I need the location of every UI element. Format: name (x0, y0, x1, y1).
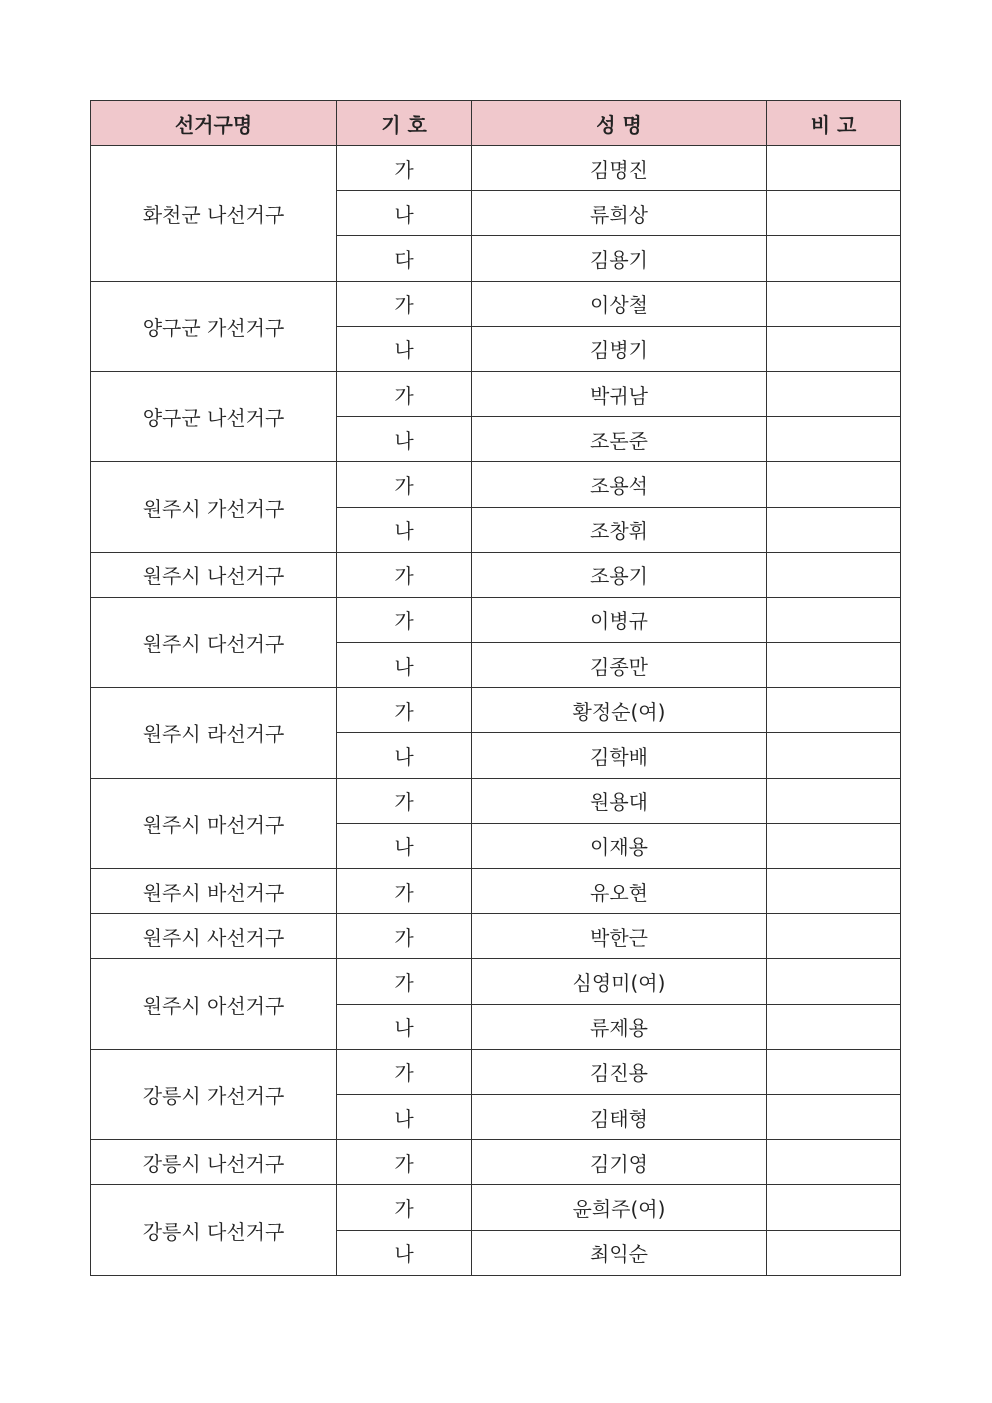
candidate-symbol: 나 (337, 823, 472, 868)
table-row (91, 959, 901, 1004)
candidate-name: 김기영 (472, 1140, 767, 1185)
candidate-symbol: 나 (337, 417, 472, 462)
candidate-name: 최익순 (472, 1230, 767, 1275)
candidate-name: 원용대 (472, 778, 767, 823)
candidate-note (767, 1049, 901, 1094)
candidate-symbol: 가 (337, 371, 472, 416)
candidate-name: 박귀남 (472, 371, 767, 416)
header-name: 성 명 (472, 101, 767, 146)
table-body (91, 146, 901, 1276)
table-row (91, 597, 901, 642)
candidate-name: 김진용 (472, 1049, 767, 1094)
candidate-name: 박한근 (472, 914, 767, 959)
district-name: 원주시 라선거구 (91, 688, 337, 778)
candidate-symbol: 가 (337, 146, 472, 191)
table-row (91, 869, 901, 914)
candidate-note (767, 281, 901, 326)
candidate-name: 조용기 (472, 552, 767, 597)
district-name: 양구군 가선거구 (91, 281, 337, 371)
district-name: 양구군 나선거구 (91, 371, 337, 461)
table-row (91, 146, 901, 191)
candidate-name: 김종만 (472, 643, 767, 688)
candidate-symbol: 가 (337, 281, 472, 326)
candidate-name: 조창휘 (472, 507, 767, 552)
candidate-symbol: 나 (337, 507, 472, 552)
candidate-note (767, 823, 901, 868)
candidate-symbol: 가 (337, 1140, 472, 1185)
candidate-note (767, 1185, 901, 1230)
district-name: 원주시 나선거구 (91, 552, 337, 597)
candidate-note (767, 1230, 901, 1275)
candidate-name: 류제용 (472, 1004, 767, 1049)
candidate-name: 김명진 (472, 146, 767, 191)
candidate-note (767, 1004, 901, 1049)
candidate-note (767, 733, 901, 778)
candidate-symbol: 가 (337, 597, 472, 642)
header-district: 선거구명 (91, 101, 337, 146)
candidate-symbol: 가 (337, 1185, 472, 1230)
candidate-name: 심영미(여) (472, 959, 767, 1004)
candidate-note (767, 552, 901, 597)
candidate-note (767, 688, 901, 733)
candidate-name: 김용기 (472, 236, 767, 281)
candidate-note (767, 507, 901, 552)
candidate-name: 이상철 (472, 281, 767, 326)
table-row (91, 281, 901, 326)
candidate-note (767, 778, 901, 823)
candidate-note (767, 643, 901, 688)
header-note: 비 고 (767, 101, 901, 146)
candidate-symbol: 가 (337, 1049, 472, 1094)
table-row (91, 462, 901, 507)
candidate-symbol: 가 (337, 688, 472, 733)
table-row (91, 688, 901, 733)
candidate-note (767, 1094, 901, 1139)
candidate-name: 유오현 (472, 869, 767, 914)
district-name: 강릉시 다선거구 (91, 1185, 337, 1275)
table-row (91, 1049, 901, 1094)
candidate-note (767, 191, 901, 236)
candidate-note (767, 146, 901, 191)
table-row (91, 1185, 901, 1230)
table-row (91, 552, 901, 597)
table-row (91, 1140, 901, 1185)
candidate-table (90, 100, 901, 1276)
district-name: 원주시 다선거구 (91, 597, 337, 687)
district-name: 원주시 바선거구 (91, 869, 337, 914)
candidate-symbol: 가 (337, 959, 472, 1004)
district-name: 강릉시 가선거구 (91, 1049, 337, 1139)
candidate-symbol: 가 (337, 914, 472, 959)
candidate-symbol: 가 (337, 462, 472, 507)
candidate-symbol: 나 (337, 191, 472, 236)
candidate-name: 김병기 (472, 326, 767, 371)
candidate-symbol: 나 (337, 733, 472, 778)
candidate-note (767, 417, 901, 462)
candidate-name: 이병규 (472, 597, 767, 642)
candidate-note (767, 462, 901, 507)
candidate-name: 조돈준 (472, 417, 767, 462)
candidate-note (767, 1140, 901, 1185)
candidate-name: 김학배 (472, 733, 767, 778)
header-symbol: 기 호 (337, 101, 472, 146)
candidate-name: 조용석 (472, 462, 767, 507)
candidate-note (767, 236, 901, 281)
candidate-note (767, 326, 901, 371)
candidate-note (767, 914, 901, 959)
candidate-note (767, 959, 901, 1004)
candidate-symbol: 나 (337, 1004, 472, 1049)
candidate-symbol: 가 (337, 552, 472, 597)
candidate-note (767, 371, 901, 416)
candidate-symbol: 나 (337, 643, 472, 688)
candidate-name: 황정순(여) (472, 688, 767, 733)
candidate-symbol: 나 (337, 1094, 472, 1139)
district-name: 원주시 마선거구 (91, 778, 337, 868)
table-row (91, 914, 901, 959)
table-row (91, 371, 901, 416)
header-row (91, 101, 901, 146)
candidate-symbol: 나 (337, 326, 472, 371)
table-row (91, 778, 901, 823)
district-name: 원주시 사선거구 (91, 914, 337, 959)
district-name: 원주시 가선거구 (91, 462, 337, 552)
candidate-symbol: 다 (337, 236, 472, 281)
candidate-name: 윤희주(여) (472, 1185, 767, 1230)
candidate-name: 류희상 (472, 191, 767, 236)
candidate-name: 김태형 (472, 1094, 767, 1139)
district-name: 원주시 아선거구 (91, 959, 337, 1049)
district-name: 강릉시 나선거구 (91, 1140, 337, 1185)
district-name: 화천군 나선거구 (91, 146, 337, 282)
candidate-note (767, 597, 901, 642)
candidate-symbol: 가 (337, 778, 472, 823)
candidate-symbol: 가 (337, 869, 472, 914)
candidate-note (767, 869, 901, 914)
candidate-name: 이재용 (472, 823, 767, 868)
candidate-symbol: 나 (337, 1230, 472, 1275)
